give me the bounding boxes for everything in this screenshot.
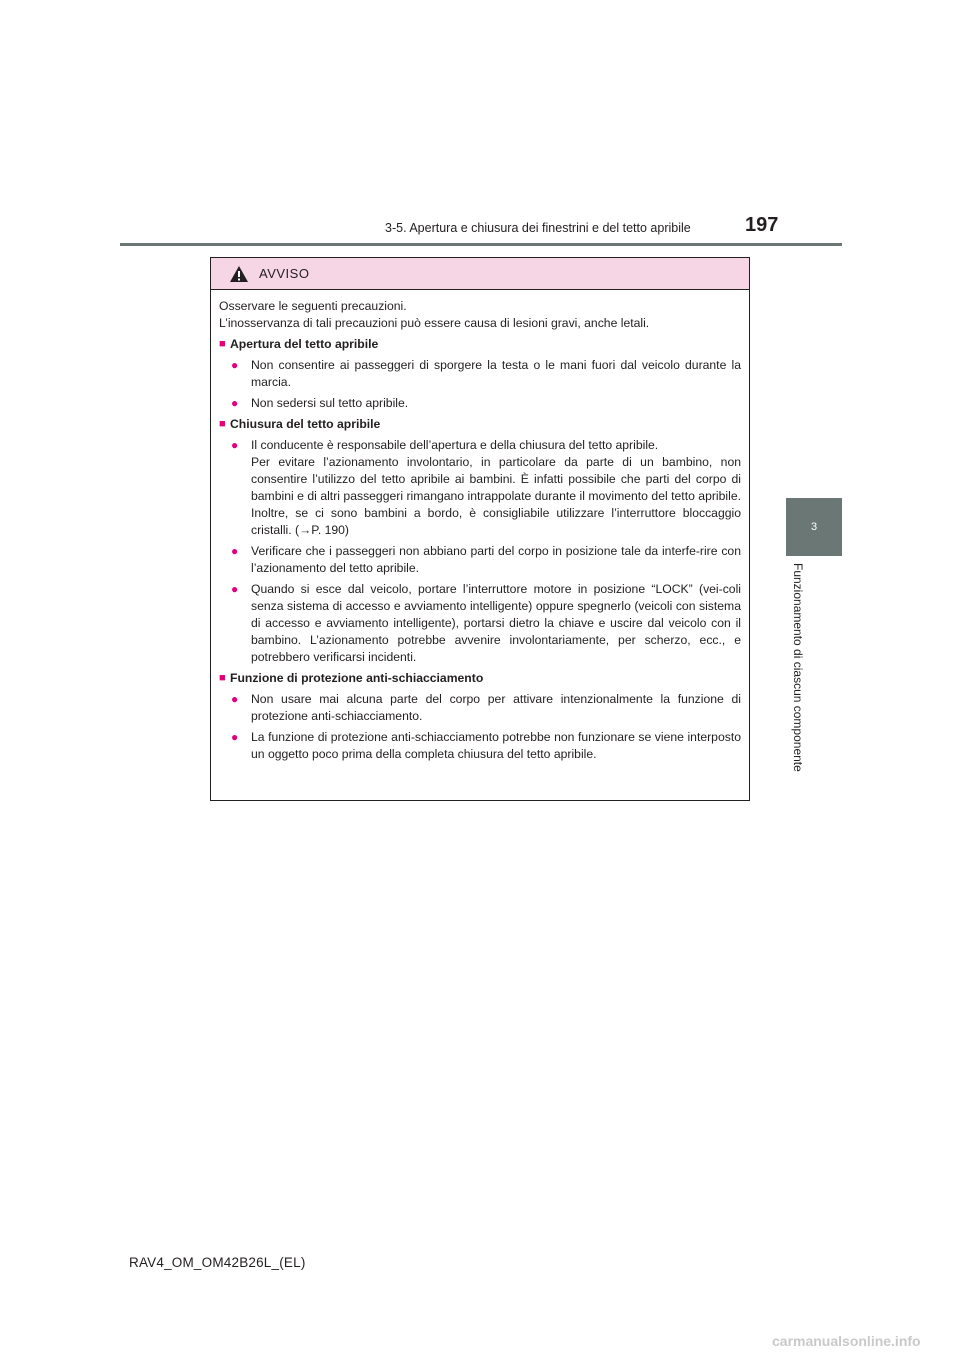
- section-heading: [219, 336, 741, 353]
- section-heading: [219, 416, 741, 433]
- bullet-list: [219, 691, 741, 763]
- circle-bullet-icon: ●: [231, 358, 239, 372]
- square-bullet-icon: ■: [219, 338, 226, 350]
- warning-triangle-icon: [229, 265, 249, 283]
- bullet-text: Non sedersi sul tetto apribile.: [251, 396, 409, 410]
- document-code: RAV4_OM_OM42B26L_(EL): [129, 1255, 306, 1270]
- page-number: 197: [745, 214, 779, 236]
- chapter-tab: 3: [786, 498, 842, 556]
- warning-box: [210, 257, 750, 801]
- header-divider: [120, 243, 842, 246]
- list-item: [219, 543, 741, 577]
- circle-bullet-icon: ●: [231, 730, 239, 744]
- circle-bullet-icon: ●: [231, 544, 239, 558]
- list-item: [219, 691, 741, 725]
- section-heading: [219, 670, 741, 687]
- bullet-text: Per evitare l’azionamento involontario, in particolare da parte di un bambino, non consentire l’utilizzo del tetto apribile ai bambini. È infatti possibile che parti del corpo di bambini e di altri passeggeri rimangano intrappolate durante il movimento del tetto apribile. Inoltre, se ci sono bambini a bordo, è consigliabile utilizzare l’interruttore bloccaggio cristalli. (→P. 190): [251, 455, 741, 537]
- warning-label: AVVISO: [259, 266, 310, 281]
- square-bullet-icon: ■: [219, 672, 226, 684]
- list-item: [219, 729, 741, 763]
- section-heading-text: Chiusura del tetto apribile: [230, 417, 381, 431]
- intro-line: L’inosservanza di tali precauzioni può essere causa di lesioni gravi, anche letali.: [219, 316, 650, 330]
- list-item: [219, 395, 741, 412]
- warning-intro: [219, 298, 741, 332]
- square-bullet-icon: ■: [219, 418, 226, 430]
- warning-body: [211, 290, 749, 763]
- warning-section: [219, 670, 741, 763]
- section-heading-text: Apertura del tetto apribile: [230, 337, 379, 351]
- bullet-text: Il conducente è responsabile dell’apertura e della chiusura del tetto apribile.: [251, 438, 659, 452]
- warning-section: [219, 416, 741, 666]
- warning-header: [211, 258, 749, 290]
- circle-bullet-icon: ●: [231, 438, 239, 452]
- watermark: carmanualsonline.info: [772, 1333, 921, 1349]
- circle-bullet-icon: ●: [231, 692, 239, 706]
- header-title: 3-5. Apertura e chiusura dei finestrini e del tetto apribile: [385, 221, 691, 235]
- bullet-list: [219, 437, 741, 666]
- section-heading-text: Funzione di protezione anti-schiacciamento: [230, 671, 484, 685]
- circle-bullet-icon: ●: [231, 396, 239, 410]
- list-item: [219, 581, 741, 666]
- bullet-list: [219, 357, 741, 412]
- bullet-text: La funzione di protezione anti-schiacciamento potrebbe non funzionare se viene interposto un oggetto poco prima della completa chiusura del tetto apribile.: [251, 730, 741, 761]
- chapter-tab-label: Funzionamento di ciascun componente: [791, 563, 805, 772]
- bullet-text: Non usare mai alcuna parte del corpo per attivare intenzionalmente la funzione di protezione anti-schiacciamento.: [251, 692, 741, 723]
- bullet-text: Verificare che i passeggeri non abbiano parti del corpo in posizione tale da interfe-rire con l’azionamento del tetto apribile.: [251, 544, 741, 575]
- warning-sections: [219, 336, 741, 763]
- intro-line: Osservare le seguenti precauzioni.: [219, 299, 407, 313]
- circle-bullet-icon: ●: [231, 582, 239, 596]
- bullet-text: Quando si esce dal veicolo, portare l’interruttore motore in posizione “LOCK” (vei-coli senza sistema di accesso e avviamento intelligente) oppure spegnerlo (veicoli con sistema di accesso e avviamento intelligente), portarsi dietro la chiave e uscire dal veicolo con il bambino. L’azionamento potrebbe avvenire involontariamente, per scherzo, ecc., e potrebbero verificarsi incidenti.: [251, 582, 741, 664]
- bullet-text: Non consentire ai passeggeri di sporgere la testa o le mani fuori dal veicolo durante la marcia.: [251, 358, 741, 389]
- list-item: [219, 437, 741, 539]
- list-item: [219, 357, 741, 391]
- warning-section: [219, 336, 741, 412]
